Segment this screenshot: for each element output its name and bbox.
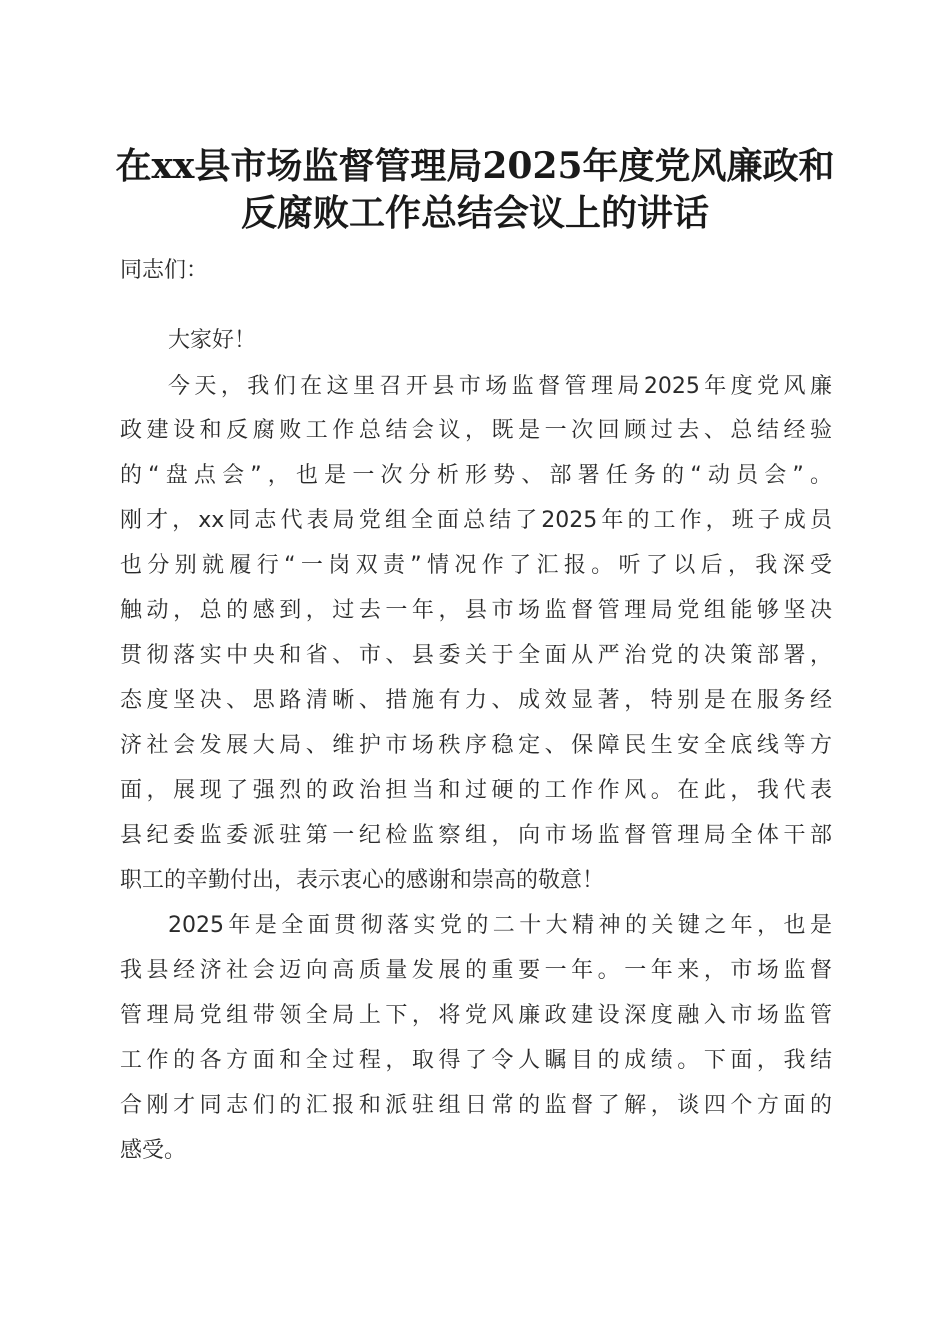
document-title-line-2: 反腐败工作总结会议上的讲话 [240, 192, 709, 234]
paragraph-1-line: 县纪委监委派驻第一纪检监察组，向市场监督管理局全体干部 [120, 823, 832, 848]
paragraph-1-line: 职工的辛勤付出，表示衷心的感谢和崇高的敬意！ [120, 868, 605, 893]
paragraph-2-line: 合刚才同志们的汇报和派驻组日常的监督了解，谈四个方面的 [120, 1093, 832, 1118]
paragraph-1-line: 贯彻落实中央和省、市、县委关于全面从严治党的决策部署， [120, 643, 832, 668]
paragraph-1-line: 触动，总的感到，过去一年，县市场监督管理局党组能够坚决 [120, 598, 832, 623]
paragraph-1-line: 面，展现了强烈的政治担当和过硬的工作作风。在此，我代表 [120, 778, 832, 803]
paragraph-1-line: 济社会发展大局、维护市场秩序稳定、保障民生安全底线等方 [120, 733, 832, 758]
paragraph-1-line: 今天，我们在这里召开县市场监督管理局2025年度党风廉 [168, 374, 832, 399]
paragraph-2-line: 管理局党组带领全局上下，将党风廉政建设深度融入市场监管 [120, 1003, 832, 1028]
paragraph-2-line: 工作的各方面和全过程，取得了令人瞩目的成绩。下面，我结 [120, 1048, 832, 1073]
paragraph-2-line: 2025年是全面贯彻落实党的二十大精神的关键之年，也是 [168, 913, 832, 938]
paragraph-1-line: 的“盘点会”，也是一次分析形势、部署任务的“动员会”。 [120, 463, 832, 488]
paragraph-1-line: 政建设和反腐败工作总结会议，既是一次回顾过去、总结经验 [120, 418, 832, 443]
document-title-line-1: 在xx县市场监督管理局2025年度党风廉政和 [115, 145, 835, 187]
paragraph-2-line: 感受。 [120, 1138, 187, 1163]
greeting: 大家好！ [168, 328, 257, 353]
salutation: 同志们： [120, 258, 209, 283]
paragraph-1-line: 也分别就履行“一岗双责”情况作了汇报。听了以后，我深受 [120, 553, 832, 578]
paragraph-1-line: 态度坚决、思路清晰、措施有力、成效显著，特别是在服务经 [120, 688, 832, 713]
paragraph-1-line: 刚才，xx同志代表局党组全面总结了2025年的工作，班子成员 [120, 508, 832, 533]
paragraph-2-line: 我县经济社会迈向高质量发展的重要一年。一年来，市场监督 [120, 958, 832, 983]
